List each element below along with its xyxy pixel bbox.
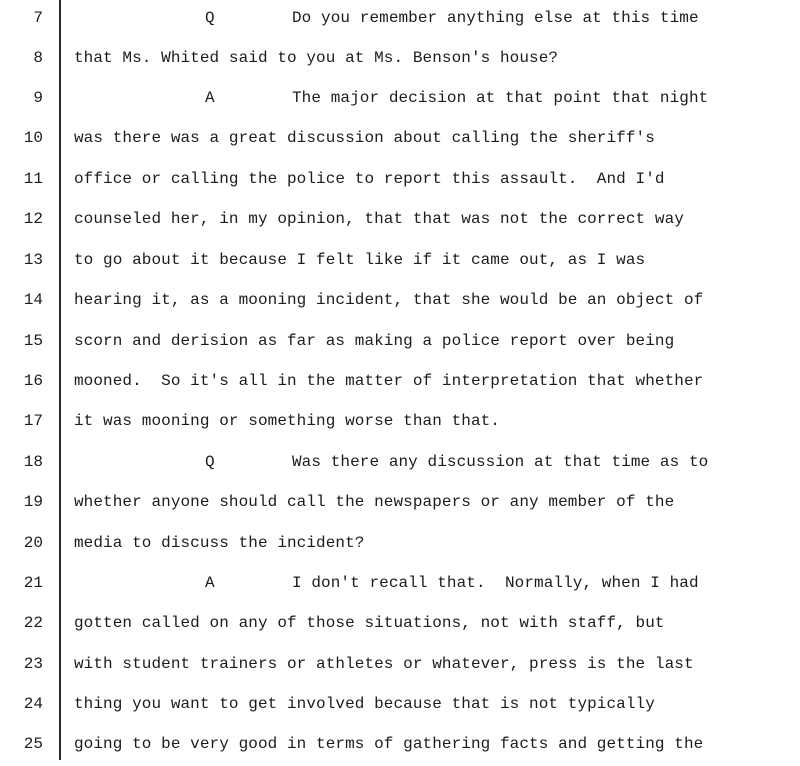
transcript-line <box>0 726 800 766</box>
line-number: 17 <box>23 412 43 430</box>
transcript-line <box>0 80 800 120</box>
transcript-line <box>0 444 800 484</box>
line-text: thing you want to get involved because that is not typically <box>74 695 655 713</box>
transcript-line <box>0 646 800 686</box>
line-text <box>205 8 699 28</box>
line-content: Was there any discussion at that time as to <box>292 453 709 471</box>
line-text: gotten called on any of those situations, not with staff, but <box>74 614 665 632</box>
line-number: 13 <box>23 251 43 269</box>
line-number: 15 <box>23 332 43 350</box>
line-number: 11 <box>23 170 43 188</box>
transcript-line <box>0 363 800 403</box>
line-number: 12 <box>23 210 43 228</box>
line-text <box>205 452 708 472</box>
line-text: that Ms. Whited said to you at Ms. Benson's house? <box>74 49 559 67</box>
line-text: to go about it because I felt like if it came out, as I was <box>74 251 646 269</box>
transcript-line <box>0 403 800 443</box>
transcript-line <box>0 323 800 363</box>
speaker-label: Q <box>205 9 215 27</box>
line-text: going to be very good in terms of gathering facts and getting the <box>74 735 704 753</box>
line-text: media to discuss the incident? <box>74 534 365 552</box>
line-number: 9 <box>33 89 43 107</box>
line-text <box>205 573 699 593</box>
transcript-line <box>0 120 800 160</box>
line-number: 24 <box>23 695 43 713</box>
line-text: mooned. So it's all in the matter of interpretation that whether <box>74 372 704 390</box>
transcript-line <box>0 525 800 565</box>
speaker-label: Q <box>205 453 215 471</box>
line-number: 10 <box>23 129 43 147</box>
transcript-line <box>0 282 800 322</box>
line-text <box>205 88 708 108</box>
line-text: counseled her, in my opinion, that that was not the correct way <box>74 210 684 228</box>
line-number: 18 <box>23 453 43 471</box>
line-number: 20 <box>23 534 43 552</box>
line-number: 23 <box>23 655 43 673</box>
transcript-line <box>0 0 800 40</box>
line-number: 25 <box>23 735 43 753</box>
line-text: it was mooning or something worse than that. <box>74 412 500 430</box>
line-text: whether anyone should call the newspapers or any member of the <box>74 493 675 511</box>
line-text: office or calling the police to report this assault. And I'd <box>74 170 665 188</box>
line-number: 8 <box>33 49 43 67</box>
line-number: 21 <box>23 574 43 592</box>
transcript-line <box>0 605 800 645</box>
line-number: 14 <box>23 291 43 309</box>
transcript-line <box>0 484 800 524</box>
transcript-line <box>0 686 800 726</box>
transcript-line <box>0 242 800 282</box>
transcript-line <box>0 161 800 201</box>
line-content: Do you remember anything else at this time <box>292 9 699 27</box>
line-number: 7 <box>33 9 43 27</box>
line-text: with student trainers or athletes or whatever, press is the last <box>74 655 694 673</box>
transcript-line <box>0 201 800 241</box>
transcript-line <box>0 565 800 605</box>
line-number: 19 <box>23 493 43 511</box>
line-content: I don't recall that. Normally, when I had <box>292 574 699 592</box>
line-number: 16 <box>23 372 43 390</box>
line-text: scorn and derision as far as making a police report over being <box>74 332 675 350</box>
transcript-line <box>0 40 800 80</box>
line-content: The major decision at that point that night <box>292 89 709 107</box>
speaker-label: A <box>205 574 215 592</box>
line-text: was there was a great discussion about calling the sheriff's <box>74 129 655 147</box>
line-number: 22 <box>23 614 43 632</box>
speaker-label: A <box>205 89 215 107</box>
line-text: hearing it, as a mooning incident, that she would be an object of <box>74 291 704 309</box>
